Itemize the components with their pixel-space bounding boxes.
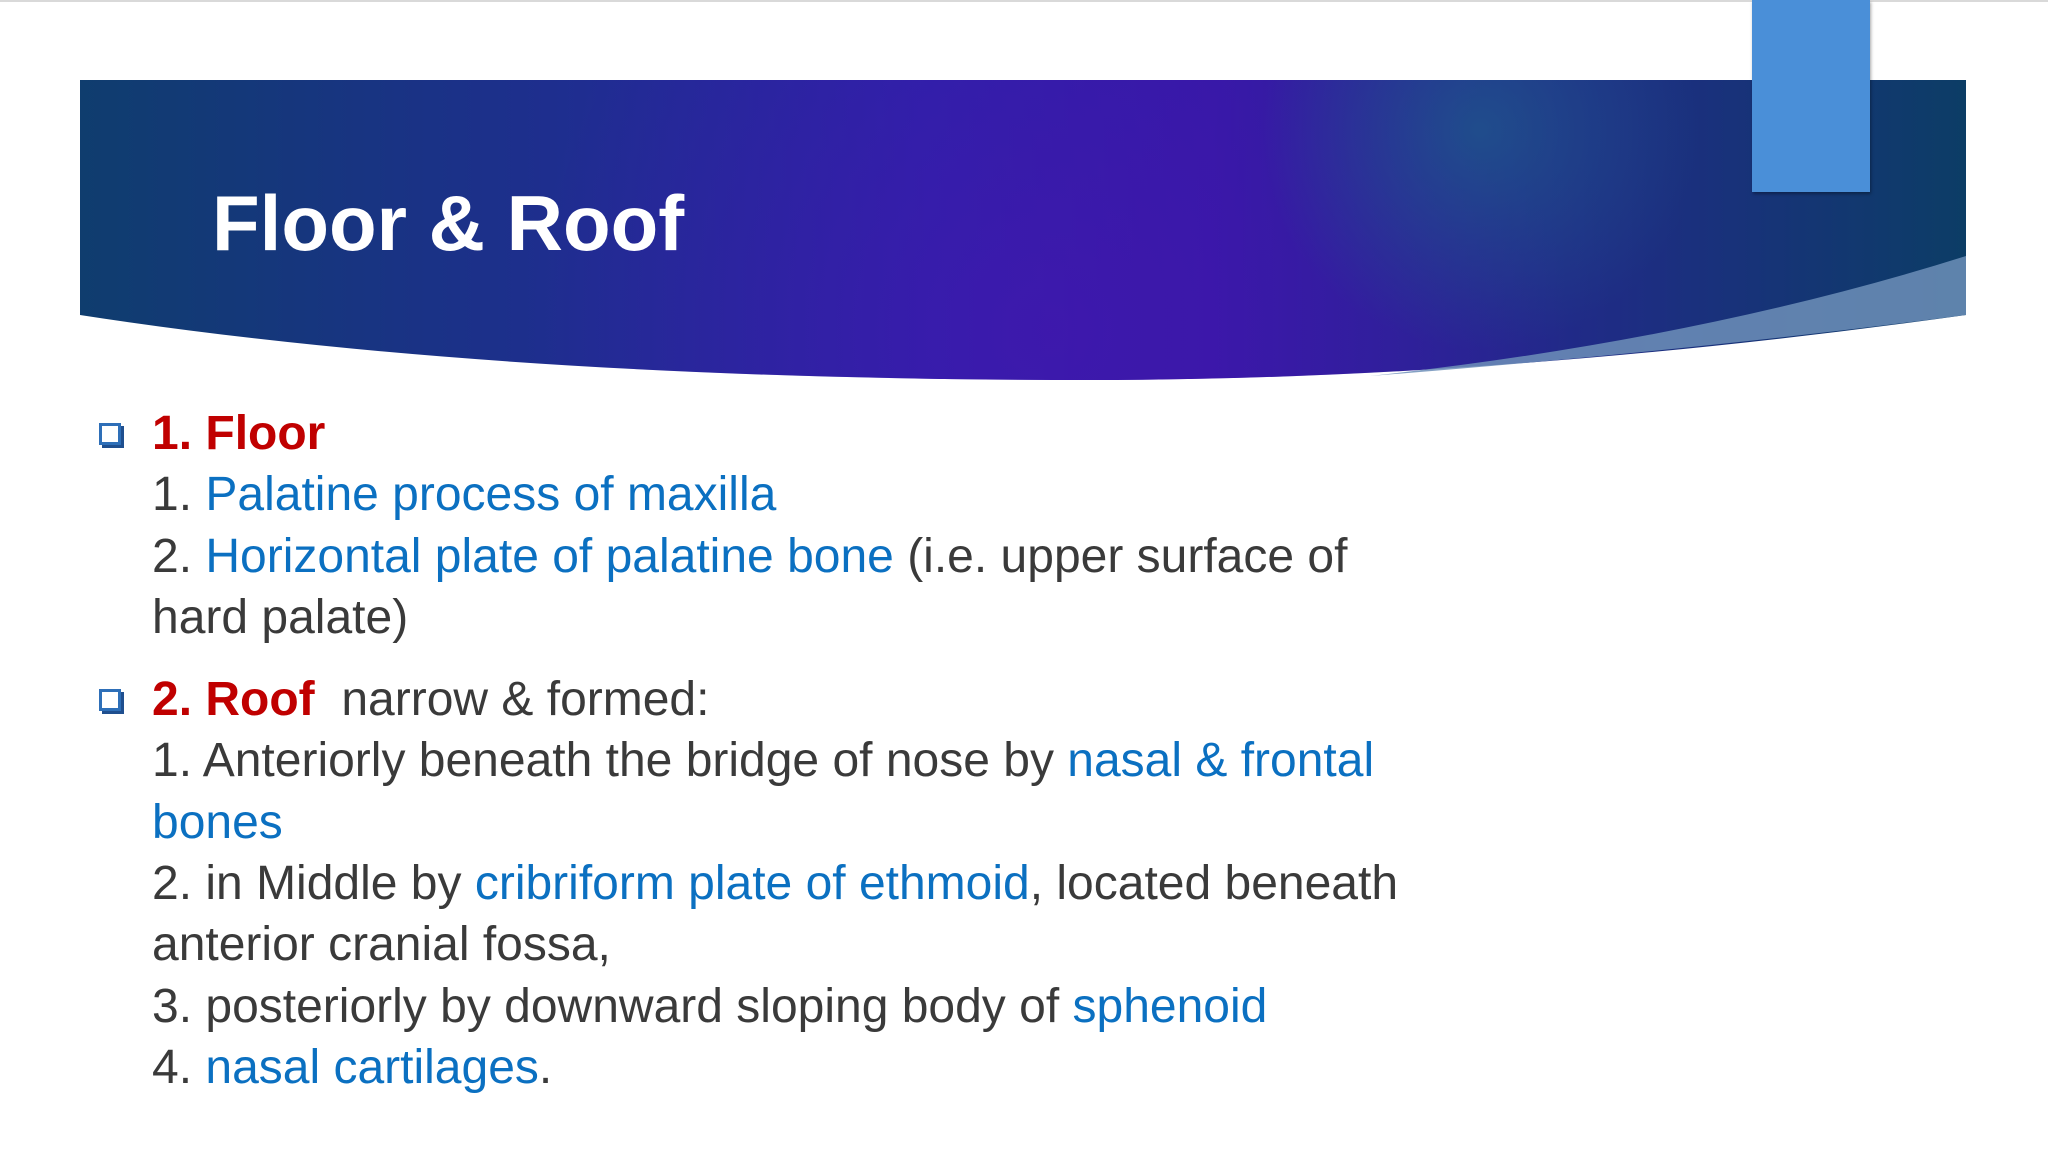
roof-heading: 2. Roof narrow & formed: bbox=[152, 673, 710, 726]
roof-term-nasal-frontal: nasal & frontal bbox=[1067, 734, 1375, 787]
roof-heading-label: 2. Roof bbox=[152, 673, 315, 726]
floor-heading bbox=[152, 403, 325, 465]
roof-term-nasal-cartilages: nasal cartilages bbox=[205, 1041, 539, 1094]
roof-term-sphenoid: sphenoid bbox=[1072, 980, 1268, 1033]
floor-item-2-continued: hard palate) bbox=[152, 591, 409, 644]
roof-item-1-continued bbox=[152, 792, 283, 854]
floor-term-palatine-process: Palatine process of maxilla bbox=[205, 468, 777, 521]
checkbox-bullet-icon bbox=[99, 423, 121, 445]
floor-heading-label: 1. Floor bbox=[152, 407, 326, 460]
roof-term-cribriform-plate: cribriform plate of ethmoid bbox=[474, 857, 1030, 910]
roof-term-bones: bones bbox=[152, 796, 283, 849]
roof-item-4: 4. nasal cartilages. bbox=[152, 1041, 553, 1094]
floor-term-horizontal-plate: Horizontal plate of palatine bone bbox=[205, 530, 894, 583]
roof-item-2-continued: anterior cranial fossa, bbox=[152, 918, 611, 971]
roof-item-3: 3. posteriorly by downward sloping body of sphenoid bbox=[152, 980, 1268, 1033]
checkbox-bullet-icon bbox=[99, 689, 121, 711]
roof-item-1: 1. Anteriorly beneath the bridge of nose by nasal & frontal bbox=[152, 734, 1375, 787]
slide-title: Floor & Roof bbox=[212, 179, 685, 267]
roof-item-2: 2. in Middle by cribriform plate of ethmoid, located beneath bbox=[152, 857, 1399, 910]
floor-item-1: 1. Palatine process of maxilla bbox=[152, 468, 777, 521]
floor-item-2: 2. Horizontal plate of palatine bone (i.e. upper surface of bbox=[152, 530, 1348, 583]
